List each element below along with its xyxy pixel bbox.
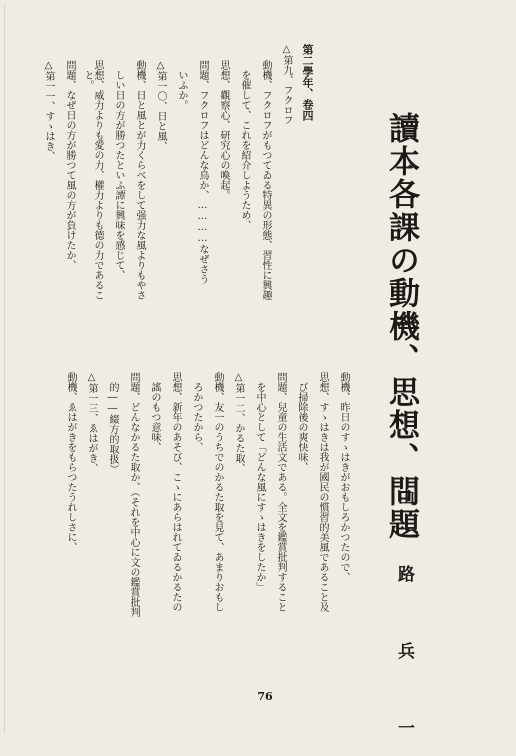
- text-line: と。: [82, 70, 93, 90]
- text-line: を催して、これを紹介しようため、: [239, 70, 250, 230]
- grade-heading: 第二學年、卷四: [301, 44, 314, 121]
- text-line: 謠のもつ意味、: [149, 382, 160, 452]
- thought-line: 思想、觀察心、研究心の喚起。: [218, 60, 229, 200]
- motive-line: 動機、フクロフがもつてゐる特異の形態、習性に興趣: [260, 60, 271, 300]
- text-line: いふか。: [176, 70, 187, 110]
- page-edge: [4, 4, 512, 734]
- motive-line: 動機、日と風とが力くらべをして强力な風よりもやさ: [134, 60, 145, 300]
- article-title: 讀本各課の動機、思想、問題: [383, 112, 419, 541]
- lesson-heading: △第一二、かるた取、: [233, 372, 244, 473]
- text-line: 的――綴方的取扱）: [107, 382, 118, 474]
- motive-line: 動機、友一のうちでのかるた取を見て、あまりおもし: [212, 372, 223, 612]
- motive-line: 動機、昨日のすゝはきがおもしろかつたので、: [338, 372, 349, 582]
- question-line: 問題、兒童の生活文である。全文を鑑賞批判すること: [275, 372, 286, 612]
- author-name: 山 路 兵 一: [394, 488, 414, 756]
- thought-line: 思想、新年のあそび、こゝにあらはれてゐるかるたの: [170, 372, 181, 612]
- text-line: ろかつたから、: [191, 382, 202, 452]
- lesson-heading: △第一〇、日と風、: [155, 60, 166, 151]
- question-line: 問題、フクロフはどんな鳥か、…………なぜさう: [197, 60, 208, 284]
- motive-line: 動機、ゑはがきをもらつたうれしさに、: [65, 372, 76, 552]
- text-line: を中心として「どんな風にすゝはきをしたか」: [254, 382, 265, 592]
- question-line: 問題、なぜ日の方が勝つて風の方が負けたか、: [64, 60, 75, 270]
- lesson-heading: △第一一、すゝはき、: [43, 60, 54, 161]
- page-number: 76: [257, 690, 273, 703]
- thought-line: 思想、すゝはきは我が國民の慣習的美風であること及: [317, 372, 328, 612]
- text-line: しい日の方が勝つたといふ譚に興味を感じて、: [113, 70, 124, 280]
- lesson-heading: △第一三、ゑはがき、: [86, 372, 97, 473]
- text-line: び掃除後の爽快味、: [296, 382, 307, 472]
- question-line: 問題、どんなかるた取か、（それを中心に文の鑑賞批判: [128, 372, 139, 617]
- thought-line: 思想、威力よりも愛の力、權力よりも德の力であるこ: [92, 60, 103, 300]
- lesson-heading: △第九、フクロフ: [281, 44, 292, 125]
